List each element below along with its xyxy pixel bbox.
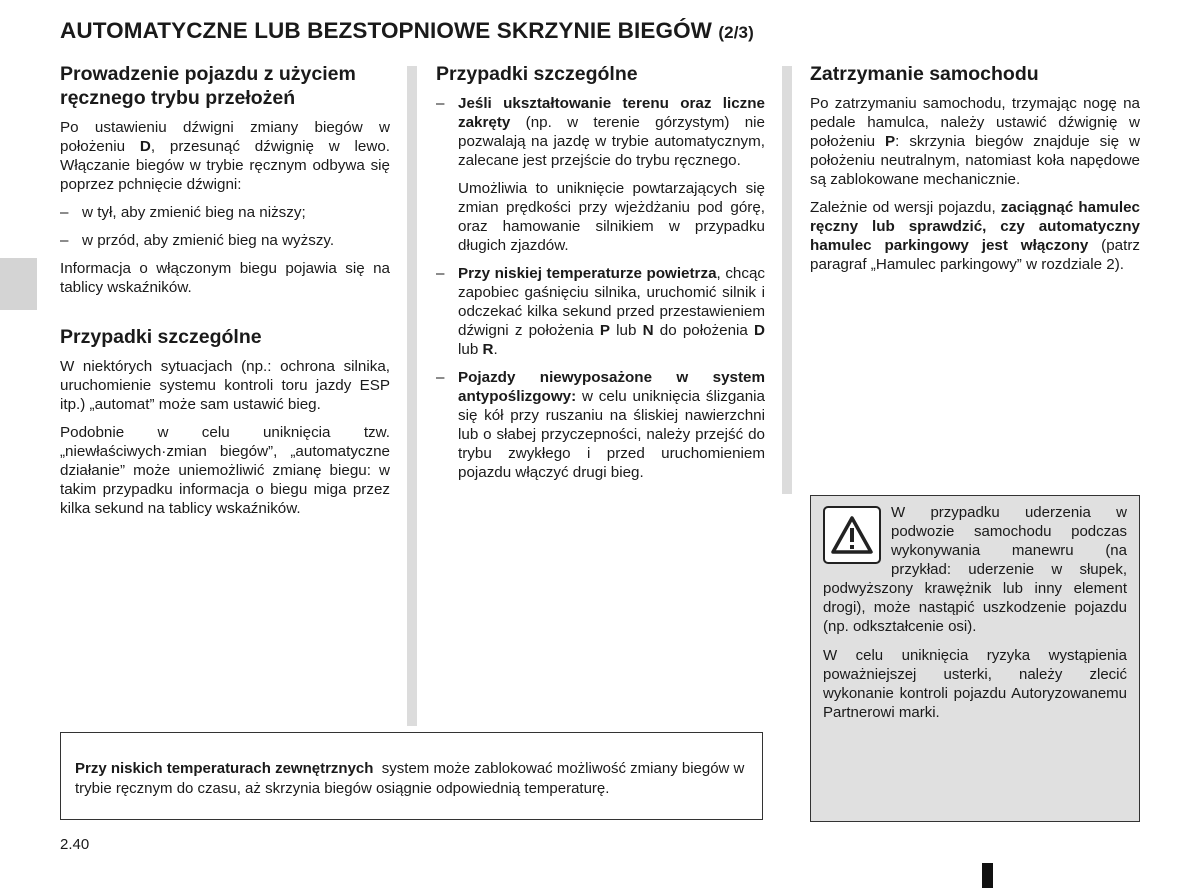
page-title	[60, 18, 754, 44]
heading-special-cases: Przypadki szczególne	[60, 326, 262, 348]
warning-paragraph: W przypadku uderzenia w podwozie samochodu podczas wykonywania manewru (na przykład: uderzenie w słupek, podwyższony krawężnik lub inny element drogi), może nastąpić uszkodzenie pojazdu (np. odkształcenie osi).	[823, 504, 1127, 635]
column-2	[436, 62, 765, 491]
list-item: – Jeśli ukształtowanie terenu oraz liczne zakręty (np. w terenie górzystym) nie pozwalają na jazdę w trybie automatycznym, zalecane jest przejście do trybu ręcznego.	[436, 95, 765, 169]
edge-marker	[982, 863, 993, 888]
column-1	[60, 62, 390, 527]
list-item-continuation: Umożliwia to uniknięcie powtarzających się zmian prędkości przy wjeżdżaniu pod górę, oraz hamowanie silnikiem w przypadku długich zjazdów.	[458, 180, 765, 254]
note-bold: Przy niskich temperaturach zewnętrznych	[75, 760, 374, 777]
heading-manual-mode: Prowadzenie pojazdu z użyciem ręcznego trybu przełożeń	[60, 63, 356, 109]
paragraph: Po zatrzymaniu samochodu, trzymając nogę na pedale hamulca, należy ustawić dźwignię w położeniu P: skrzynia biegów znajduje się w położeniu neutralnym, natomiast koła napędowe są zablokowane mechanicznie.	[810, 95, 1140, 188]
page-number: 2.40	[60, 836, 90, 853]
note-box	[60, 732, 763, 820]
paragraph: Po ustawieniu dźwigni zmiany biegów w położeniu D, przesunąć dźwignię w lewo. Włączanie biegów w trybie ręcznym odbywa się poprzez pchnięcie dźwigni:	[60, 119, 390, 193]
warning-paragraph: W celu uniknięcia ryzyka wystąpienia poważniejszej usterki, należy zlecić wykonanie kontroli pojazdu Autoryzowanemu Partnerowi marki.	[823, 647, 1127, 721]
list-item: – w tył, aby zmienić bieg na niższy;	[60, 204, 306, 221]
paragraph: Zależnie od wersji pojazdu, zaciągnąć hamulec ręczny lub sprawdzić, czy automatyczny hamulec parkingowy jest włączony (patrz paragraf „Hamulec parkingowy” w rozdziale 2).	[810, 199, 1141, 273]
heading-stopping-car: Zatrzymanie samochodu	[810, 63, 1039, 85]
paragraph: Podobnie w celu uniknięcia tzw. „niewłaściwych·zmian biegów”, „automatyczne działanie” może uniemożliwić zmianę biegu: w takim przypadku informacja o biegu miga przez kilka sekund na tablicy wskaźników.	[60, 424, 390, 517]
title-part: (2/3)	[718, 23, 754, 42]
list-item: – w przód, aby zmienić bieg na wyższy.	[60, 232, 335, 249]
list-item: – Przy niskiej temperaturze powietrza, chcąc zapobiec gaśnięciu silnika, uruchomić silnik i odczekać kilka sekund przed przestawieniem dźwigni z położenia P lub N do położenia D lub R.	[436, 265, 765, 358]
title-text: AUTOMATYCZNE LUB BEZSTOPNIOWE SKRZYNIE BIEGÓW	[60, 18, 713, 43]
paragraph: Informacja o włączonym biegu pojawia się na tablicy wskaźników.	[60, 260, 390, 296]
paragraph: W niektórych sytuacjach (np.: ochrona silnika, uruchomienie systemu kontroli toru jazdy ESP itp.) „automat” może sam ustawić bieg.	[60, 358, 390, 413]
note-text: system może zablokować możliwość zmiany biegów w trybie ręcznym do czasu, aż skrzynia biegów osiągnie odpowiednią temperaturę.	[75, 760, 749, 797]
column-separator-left	[407, 66, 417, 726]
list-item: – Pojazdy niewyposażone w system antypoślizgowy: w celu uniknięcia ślizgania się kół przy ruszaniu na śliskiej nawierzchni lub o słabej przyczepności, należy przejść do trybu zwykłego i przed uruchomieniem pojazdu włączyć drugi bieg.	[436, 369, 765, 481]
column-3	[810, 62, 1140, 283]
warning-box	[810, 495, 1140, 822]
chapter-tab	[0, 258, 37, 310]
column-separator-right	[782, 66, 792, 494]
heading-special-cases: Przypadki szczególne	[436, 63, 638, 85]
warning-triangle-icon	[823, 506, 881, 564]
